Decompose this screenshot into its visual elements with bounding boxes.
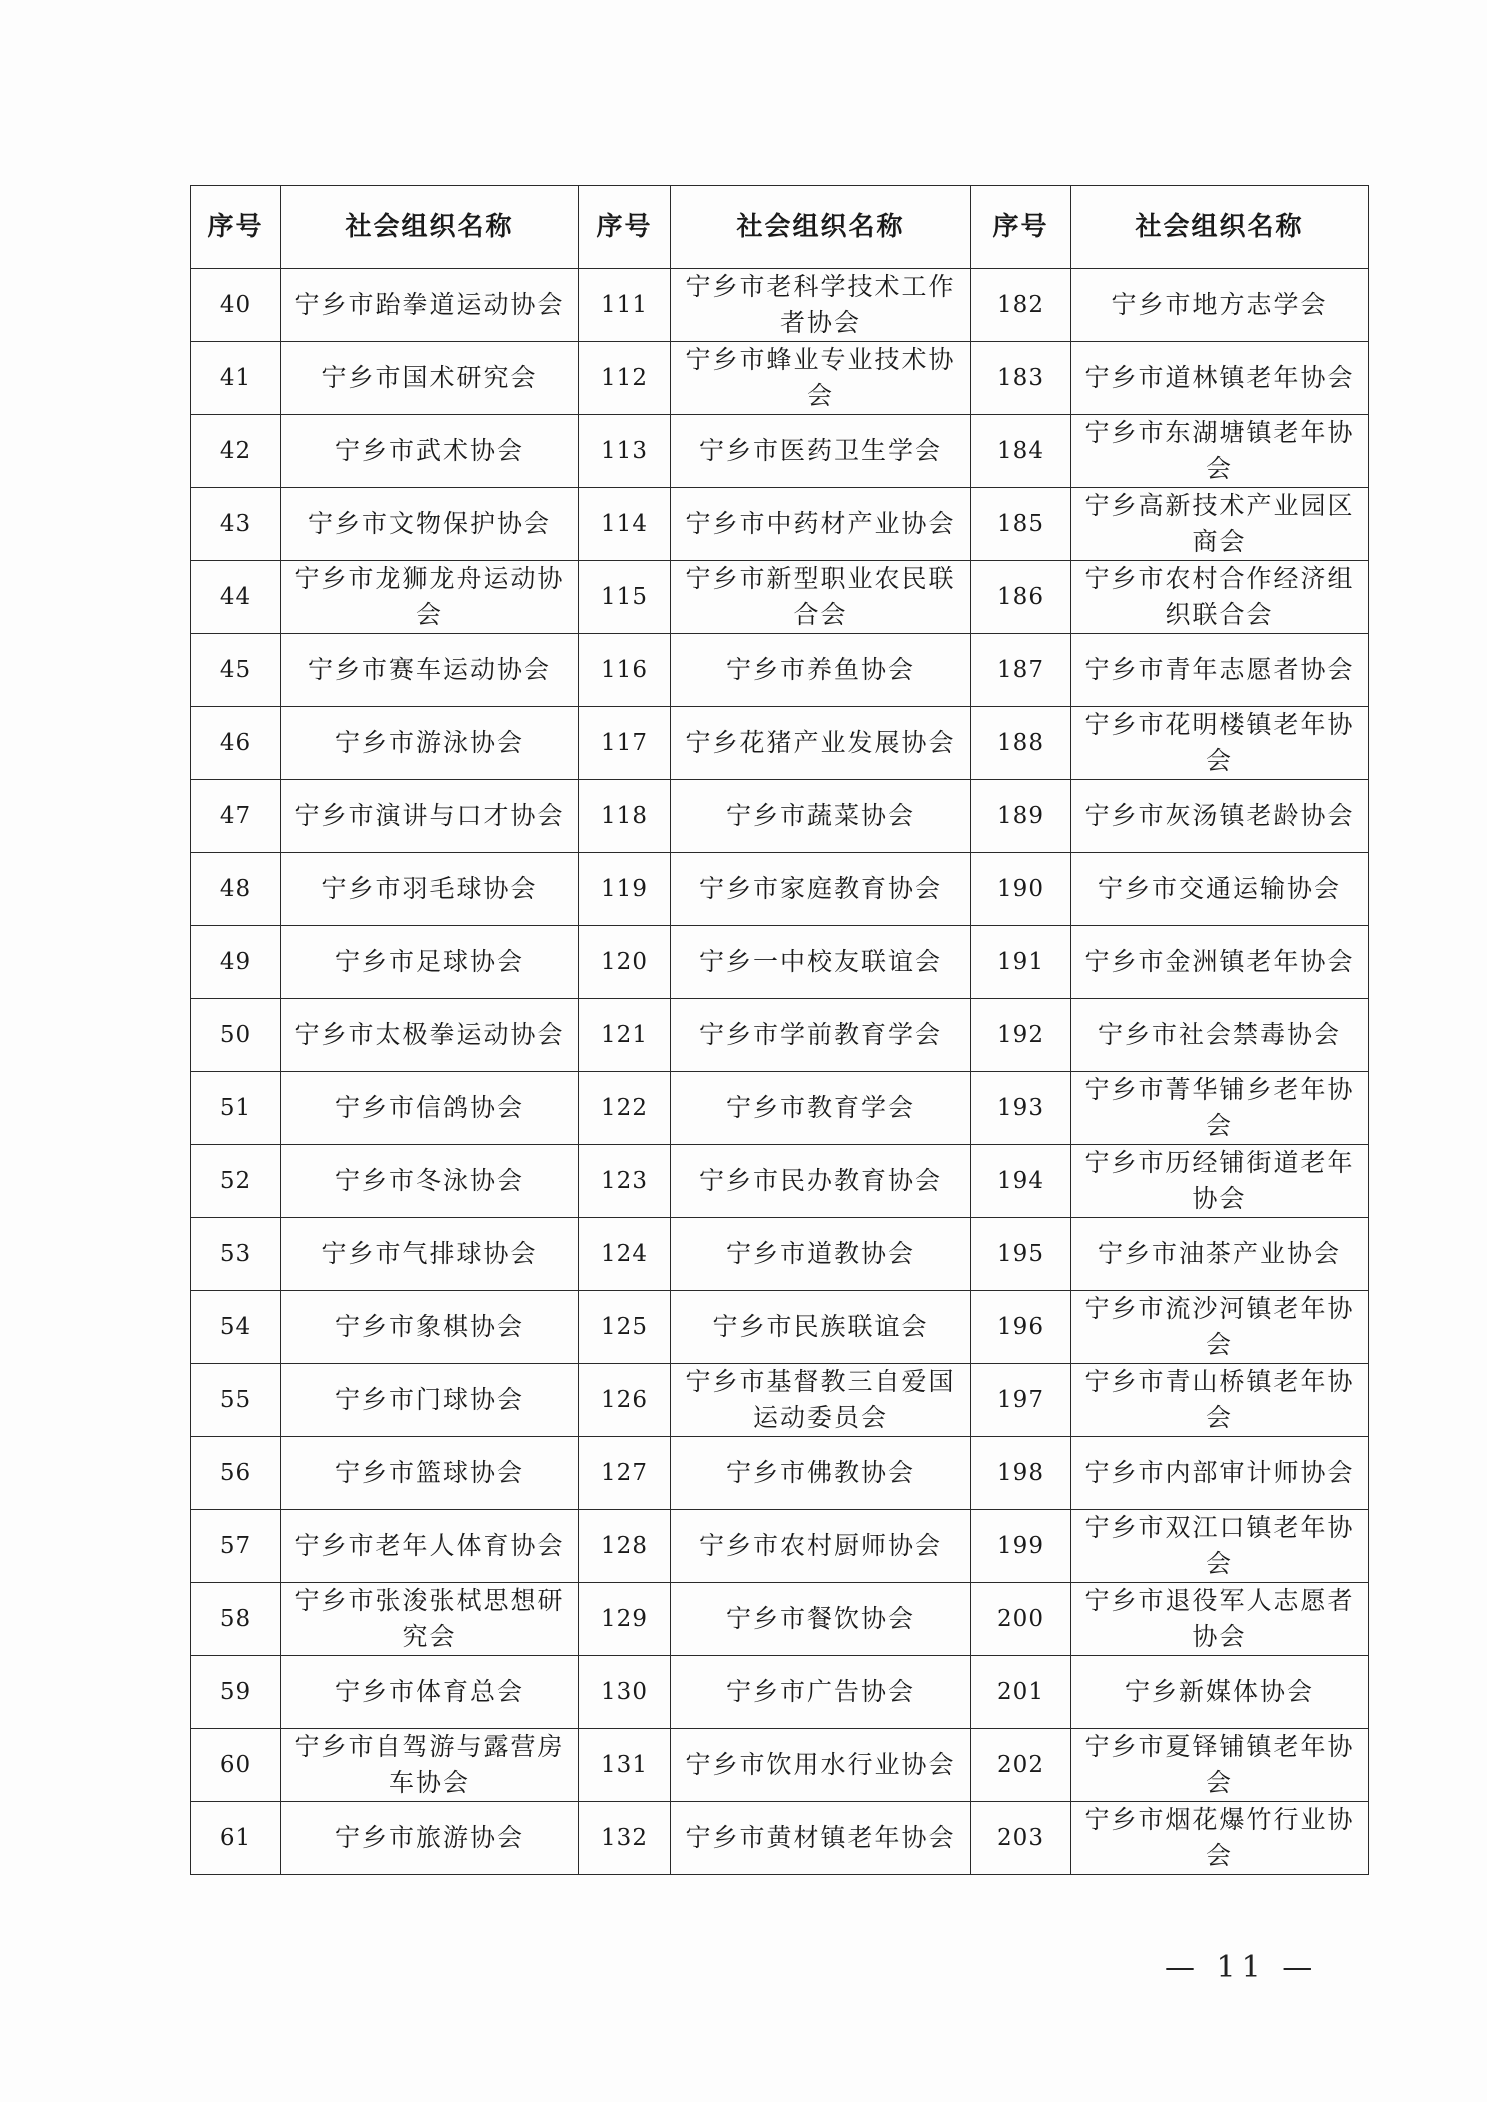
serial-cell: 189 bbox=[971, 780, 1071, 853]
serial-cell: 40 bbox=[191, 269, 281, 342]
header-serial-2: 序号 bbox=[579, 186, 671, 269]
header-org-name-2: 社会组织名称 bbox=[671, 186, 971, 269]
org-name-cell: 宁乡市足球协会 bbox=[281, 926, 579, 999]
org-name-cell: 宁乡市老科学技术工作者协会 bbox=[671, 269, 971, 342]
table-row bbox=[191, 1218, 1369, 1291]
table-row bbox=[191, 415, 1369, 488]
serial-cell: 129 bbox=[579, 1583, 671, 1656]
table-row bbox=[191, 1729, 1369, 1802]
org-name-cell: 宁乡市老年人体育协会 bbox=[281, 1510, 579, 1583]
serial-cell: 202 bbox=[971, 1729, 1071, 1802]
serial-cell: 126 bbox=[579, 1364, 671, 1437]
serial-cell: 118 bbox=[579, 780, 671, 853]
org-name-cell: 宁乡一中校友联谊会 bbox=[671, 926, 971, 999]
serial-cell: 51 bbox=[191, 1072, 281, 1145]
serial-cell: 123 bbox=[579, 1145, 671, 1218]
org-name-cell: 宁乡市龙狮龙舟运动协会 bbox=[281, 561, 579, 634]
org-name-cell: 宁乡市象棋协会 bbox=[281, 1291, 579, 1364]
table-row bbox=[191, 269, 1369, 342]
org-name-cell: 宁乡市门球协会 bbox=[281, 1364, 579, 1437]
serial-cell: 125 bbox=[579, 1291, 671, 1364]
org-name-cell: 宁乡市农村厨师协会 bbox=[671, 1510, 971, 1583]
serial-cell: 203 bbox=[971, 1802, 1071, 1875]
org-name-cell: 宁乡市蔬菜协会 bbox=[671, 780, 971, 853]
serial-cell: 193 bbox=[971, 1072, 1071, 1145]
org-name-cell: 宁乡市自驾游与露营房车协会 bbox=[281, 1729, 579, 1802]
serial-cell: 132 bbox=[579, 1802, 671, 1875]
org-name-cell: 宁乡市农村合作经济组织联合会 bbox=[1071, 561, 1369, 634]
table-row bbox=[191, 1510, 1369, 1583]
serial-cell: 192 bbox=[971, 999, 1071, 1072]
org-name-cell: 宁乡市双江口镇老年协会 bbox=[1071, 1510, 1369, 1583]
serial-cell: 114 bbox=[579, 488, 671, 561]
org-name-cell: 宁乡市黄材镇老年协会 bbox=[671, 1802, 971, 1875]
header-org-name-3: 社会组织名称 bbox=[1071, 186, 1369, 269]
serial-cell: 128 bbox=[579, 1510, 671, 1583]
table-row bbox=[191, 999, 1369, 1072]
serial-cell: 122 bbox=[579, 1072, 671, 1145]
header-serial-1: 序号 bbox=[191, 186, 281, 269]
serial-cell: 54 bbox=[191, 1291, 281, 1364]
org-name-cell: 宁乡市羽毛球协会 bbox=[281, 853, 579, 926]
org-name-cell: 宁乡市饮用水行业协会 bbox=[671, 1729, 971, 1802]
serial-cell: 196 bbox=[971, 1291, 1071, 1364]
serial-cell: 190 bbox=[971, 853, 1071, 926]
org-name-cell: 宁乡市历经铺街道老年协会 bbox=[1071, 1145, 1369, 1218]
org-name-cell: 宁乡市医药卫生学会 bbox=[671, 415, 971, 488]
serial-cell: 187 bbox=[971, 634, 1071, 707]
org-name-cell: 宁乡市菁华铺乡老年协会 bbox=[1071, 1072, 1369, 1145]
table-row bbox=[191, 1291, 1369, 1364]
serial-cell: 130 bbox=[579, 1656, 671, 1729]
table-body bbox=[191, 269, 1369, 1875]
org-name-cell: 宁乡市武术协会 bbox=[281, 415, 579, 488]
org-name-cell: 宁乡市道教协会 bbox=[671, 1218, 971, 1291]
org-name-cell: 宁乡市篮球协会 bbox=[281, 1437, 579, 1510]
org-name-cell: 宁乡市气排球协会 bbox=[281, 1218, 579, 1291]
serial-cell: 61 bbox=[191, 1802, 281, 1875]
org-name-cell: 宁乡市青山桥镇老年协会 bbox=[1071, 1364, 1369, 1437]
org-name-cell: 宁乡市赛车运动协会 bbox=[281, 634, 579, 707]
org-name-cell: 宁乡市民族联谊会 bbox=[671, 1291, 971, 1364]
serial-cell: 119 bbox=[579, 853, 671, 926]
table-row bbox=[191, 1145, 1369, 1218]
table-row bbox=[191, 561, 1369, 634]
serial-cell: 182 bbox=[971, 269, 1071, 342]
serial-cell: 111 bbox=[579, 269, 671, 342]
table-row bbox=[191, 853, 1369, 926]
org-name-cell: 宁乡高新技术产业园区商会 bbox=[1071, 488, 1369, 561]
serial-cell: 55 bbox=[191, 1364, 281, 1437]
org-name-cell: 宁乡市冬泳协会 bbox=[281, 1145, 579, 1218]
social-organization-table bbox=[190, 185, 1369, 1875]
table-row bbox=[191, 1072, 1369, 1145]
org-name-cell: 宁乡市灰汤镇老龄协会 bbox=[1071, 780, 1369, 853]
serial-cell: 44 bbox=[191, 561, 281, 634]
org-name-cell: 宁乡市体育总会 bbox=[281, 1656, 579, 1729]
org-name-cell: 宁乡市广告协会 bbox=[671, 1656, 971, 1729]
serial-cell: 43 bbox=[191, 488, 281, 561]
org-name-cell: 宁乡市社会禁毒协会 bbox=[1071, 999, 1369, 1072]
org-name-cell: 宁乡新媒体协会 bbox=[1071, 1656, 1369, 1729]
header-serial-3: 序号 bbox=[971, 186, 1071, 269]
org-name-cell: 宁乡市交通运输协会 bbox=[1071, 853, 1369, 926]
serial-cell: 42 bbox=[191, 415, 281, 488]
serial-cell: 60 bbox=[191, 1729, 281, 1802]
table-row bbox=[191, 1656, 1369, 1729]
serial-cell: 52 bbox=[191, 1145, 281, 1218]
serial-cell: 127 bbox=[579, 1437, 671, 1510]
serial-cell: 183 bbox=[971, 342, 1071, 415]
table-row bbox=[191, 488, 1369, 561]
org-name-cell: 宁乡市地方志学会 bbox=[1071, 269, 1369, 342]
org-name-cell: 宁乡花猪产业发展协会 bbox=[671, 707, 971, 780]
table-row bbox=[191, 1437, 1369, 1510]
serial-cell: 191 bbox=[971, 926, 1071, 999]
table-row bbox=[191, 780, 1369, 853]
serial-cell: 197 bbox=[971, 1364, 1071, 1437]
org-name-cell: 宁乡市信鸽协会 bbox=[281, 1072, 579, 1145]
table-row bbox=[191, 926, 1369, 999]
serial-cell: 47 bbox=[191, 780, 281, 853]
serial-cell: 113 bbox=[579, 415, 671, 488]
serial-cell: 41 bbox=[191, 342, 281, 415]
serial-cell: 48 bbox=[191, 853, 281, 926]
table-row bbox=[191, 1583, 1369, 1656]
serial-cell: 186 bbox=[971, 561, 1071, 634]
org-name-cell: 宁乡市佛教协会 bbox=[671, 1437, 971, 1510]
org-name-cell: 宁乡市跆拳道运动协会 bbox=[281, 269, 579, 342]
serial-cell: 56 bbox=[191, 1437, 281, 1510]
serial-cell: 53 bbox=[191, 1218, 281, 1291]
serial-cell: 200 bbox=[971, 1583, 1071, 1656]
table-row bbox=[191, 342, 1369, 415]
serial-cell: 59 bbox=[191, 1656, 281, 1729]
serial-cell: 45 bbox=[191, 634, 281, 707]
serial-cell: 185 bbox=[971, 488, 1071, 561]
serial-cell: 49 bbox=[191, 926, 281, 999]
org-name-cell: 宁乡市蜂业专业技术协会 bbox=[671, 342, 971, 415]
serial-cell: 50 bbox=[191, 999, 281, 1072]
serial-cell: 120 bbox=[579, 926, 671, 999]
table-header-row bbox=[191, 186, 1369, 269]
serial-cell: 195 bbox=[971, 1218, 1071, 1291]
table-row bbox=[191, 707, 1369, 780]
org-name-cell: 宁乡市东湖塘镇老年协会 bbox=[1071, 415, 1369, 488]
table-row bbox=[191, 1364, 1369, 1437]
org-name-cell: 宁乡市教育学会 bbox=[671, 1072, 971, 1145]
serial-cell: 115 bbox=[579, 561, 671, 634]
page-number: — 11 — bbox=[1165, 1950, 1319, 1985]
org-name-cell: 宁乡市中药材产业协会 bbox=[671, 488, 971, 561]
org-name-cell: 宁乡市青年志愿者协会 bbox=[1071, 634, 1369, 707]
org-name-cell: 宁乡市民办教育协会 bbox=[671, 1145, 971, 1218]
org-name-cell: 宁乡市烟花爆竹行业协会 bbox=[1071, 1802, 1369, 1875]
serial-cell: 121 bbox=[579, 999, 671, 1072]
serial-cell: 57 bbox=[191, 1510, 281, 1583]
org-name-cell: 宁乡市学前教育学会 bbox=[671, 999, 971, 1072]
org-name-cell: 宁乡市基督教三自爱国运动委员会 bbox=[671, 1364, 971, 1437]
org-name-cell: 宁乡市花明楼镇老年协会 bbox=[1071, 707, 1369, 780]
org-name-cell: 宁乡市道林镇老年协会 bbox=[1071, 342, 1369, 415]
table-row bbox=[191, 1802, 1369, 1875]
org-name-cell: 宁乡市流沙河镇老年协会 bbox=[1071, 1291, 1369, 1364]
serial-cell: 199 bbox=[971, 1510, 1071, 1583]
org-name-cell: 宁乡市油茶产业协会 bbox=[1071, 1218, 1369, 1291]
serial-cell: 58 bbox=[191, 1583, 281, 1656]
org-name-cell: 宁乡市退役军人志愿者协会 bbox=[1071, 1583, 1369, 1656]
serial-cell: 194 bbox=[971, 1145, 1071, 1218]
table-row bbox=[191, 634, 1369, 707]
serial-cell: 198 bbox=[971, 1437, 1071, 1510]
org-name-cell: 宁乡市家庭教育协会 bbox=[671, 853, 971, 926]
org-name-cell: 宁乡市内部审计师协会 bbox=[1071, 1437, 1369, 1510]
org-name-cell: 宁乡市餐饮协会 bbox=[671, 1583, 971, 1656]
serial-cell: 124 bbox=[579, 1218, 671, 1291]
org-name-cell: 宁乡市金洲镇老年协会 bbox=[1071, 926, 1369, 999]
serial-cell: 131 bbox=[579, 1729, 671, 1802]
serial-cell: 188 bbox=[971, 707, 1071, 780]
org-name-cell: 宁乡市文物保护协会 bbox=[281, 488, 579, 561]
header-org-name-1: 社会组织名称 bbox=[281, 186, 579, 269]
org-name-cell: 宁乡市太极拳运动协会 bbox=[281, 999, 579, 1072]
serial-cell: 117 bbox=[579, 707, 671, 780]
org-name-cell: 宁乡市游泳协会 bbox=[281, 707, 579, 780]
org-name-cell: 宁乡市张浚张栻思想研究会 bbox=[281, 1583, 579, 1656]
org-name-cell: 宁乡市演讲与口才协会 bbox=[281, 780, 579, 853]
org-name-cell: 宁乡市新型职业农民联合会 bbox=[671, 561, 971, 634]
org-name-cell: 宁乡市养鱼协会 bbox=[671, 634, 971, 707]
org-name-cell: 宁乡市国术研究会 bbox=[281, 342, 579, 415]
org-name-cell: 宁乡市夏铎铺镇老年协会 bbox=[1071, 1729, 1369, 1802]
org-name-cell: 宁乡市旅游协会 bbox=[281, 1802, 579, 1875]
serial-cell: 116 bbox=[579, 634, 671, 707]
serial-cell: 112 bbox=[579, 342, 671, 415]
serial-cell: 201 bbox=[971, 1656, 1071, 1729]
serial-cell: 184 bbox=[971, 415, 1071, 488]
serial-cell: 46 bbox=[191, 707, 281, 780]
